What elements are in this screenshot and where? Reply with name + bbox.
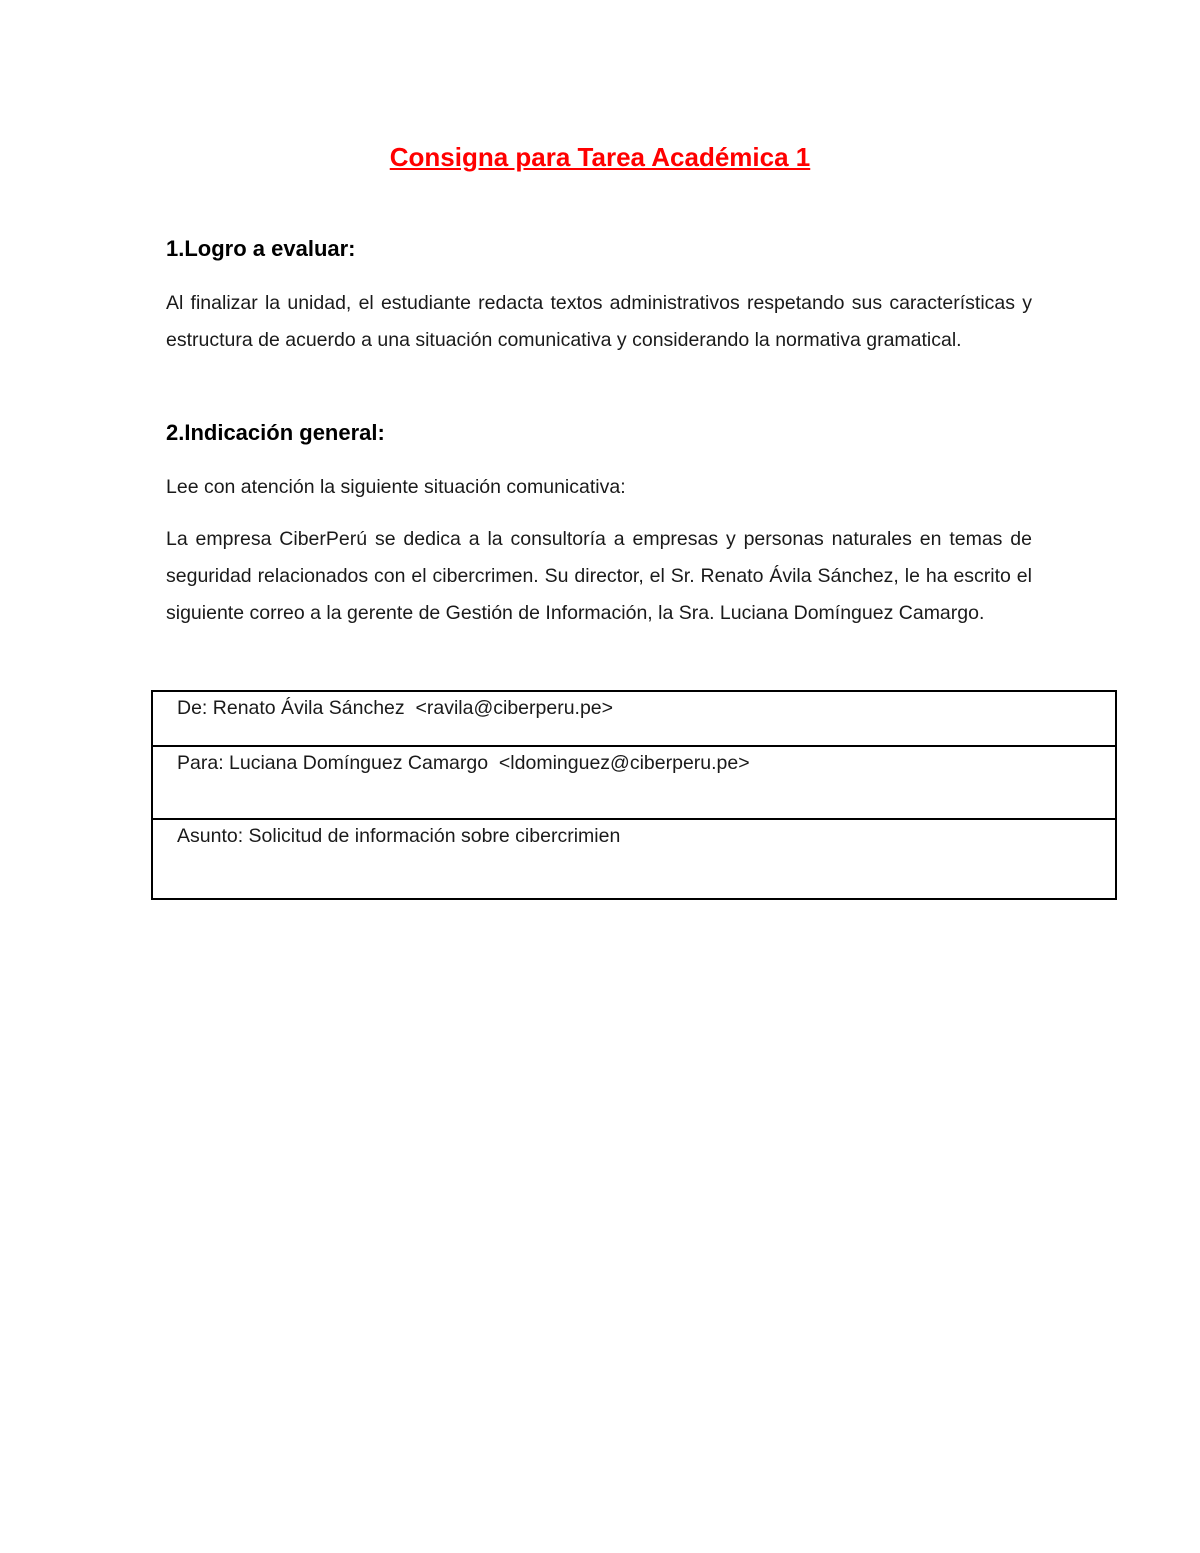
section-text-situacion: La empresa CiberPerú se dedica a la consultoría a empresas y personas naturales en temas de seguridad relacionados con el cibercrimen. Su director, el Sr. Renato Ávila Sánchez, le ha escrito el siguiente correo a la gerente de Gestión de Información, la Sra. Luciana Domínguez Camargo. (166, 528, 1032, 624)
email-to-row: Para: Luciana Domínguez Camargo <ldominguez@ciberperu.pe> (153, 747, 1115, 820)
email-header-table (151, 690, 1117, 900)
section-intro-indicacion: Lee con atención la siguiente situación comunicativa: (166, 476, 626, 498)
email-subject-row: Asunto: Solicitud de información sobre cibercrimien (177, 825, 621, 847)
section-heading-indicacion: 2.Indicación general: (166, 420, 385, 445)
document-title: Consigna para Tarea Académica 1 (389, 142, 811, 172)
section-heading-logro: 1.Logro a evaluar: (166, 236, 356, 261)
email-from-row: De: Renato Ávila Sánchez <ravila@ciberperu.pe> (153, 692, 1115, 747)
section-text-logro: Al finalizar la unidad, el estudiante redacta textos administrativos respetando sus características y estructura de acuerdo a una situación comunicativa y considerando la normativa gramatical. (166, 292, 1032, 351)
